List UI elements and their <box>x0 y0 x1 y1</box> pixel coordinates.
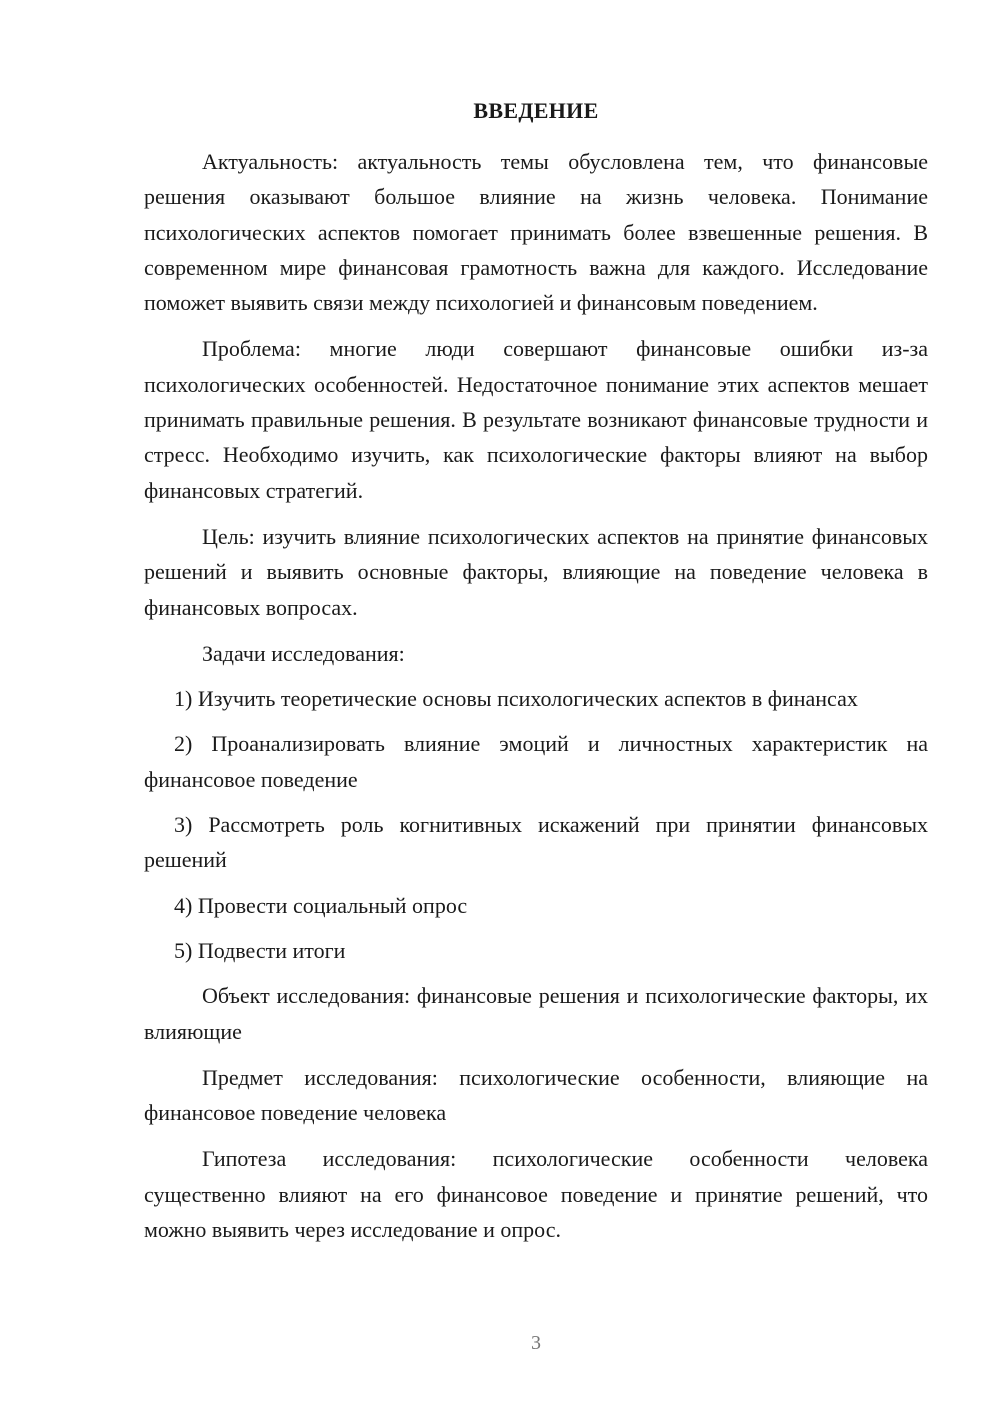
task-item-3: 3) Рассмотреть роль когнитивных искажений при принятии финансовых решений <box>144 812 928 873</box>
page-number: 3 <box>531 1332 541 1354</box>
goal-paragraph: Цель: изучить влияние психологических аспектов на принятие финансовых решений и выявить основные факторы, влияющие на поведение человека в финансовых вопросах. <box>144 523 928 620</box>
page-title: ВВЕДЕНИЕ <box>473 98 599 123</box>
task-item-2: 2) Проанализировать влияние эмоций и личностных характеристик на финансовое поведение <box>144 731 928 792</box>
object-paragraph: Объект исследования: финансовые решения и психологические факторы, их влияющие <box>144 983 928 1044</box>
task-item-1: 1) Изучить теоретические основы психологических аспектов в финансах <box>174 686 858 712</box>
document-page <box>144 96 928 1258</box>
problem-paragraph: Проблема: многие люди совершают финансовые ошибки из-за психологических особенностей. Недостаточное понимание этих аспектов мешает принимать правильные решения. В результате возникают финансовые трудности и стресс. Необходимо изучить, как психологические факторы влияют на выбор финансовых стратегий. <box>144 336 928 503</box>
subject-paragraph: Предмет исследования: психологические особенности, влияющие на финансовое поведение человека <box>144 1064 928 1126</box>
tasks-label: Задачи исследования: <box>202 640 405 666</box>
task-item-5: 5) Подвести итоги <box>174 937 346 963</box>
relevance-paragraph: Актуальность: актуальность темы обусловлена тем, что финансовые решения оказывают большое влияние на жизнь человека. Понимание психологических аспектов помогает принимать более взвешенные решения. В современном мире финансовая грамотность важна для каждого. Исследование поможет выявить связи между психологией и финансовым поведением. <box>144 149 928 316</box>
task-item-4: 4) Провести социальный опрос <box>174 892 468 918</box>
hypothesis-paragraph: Гипотеза исследования: психологические особенности человека существенно влияют на его финансовое поведение и принятие решений, что можно выявить через исследование и опрос. <box>144 1146 928 1243</box>
